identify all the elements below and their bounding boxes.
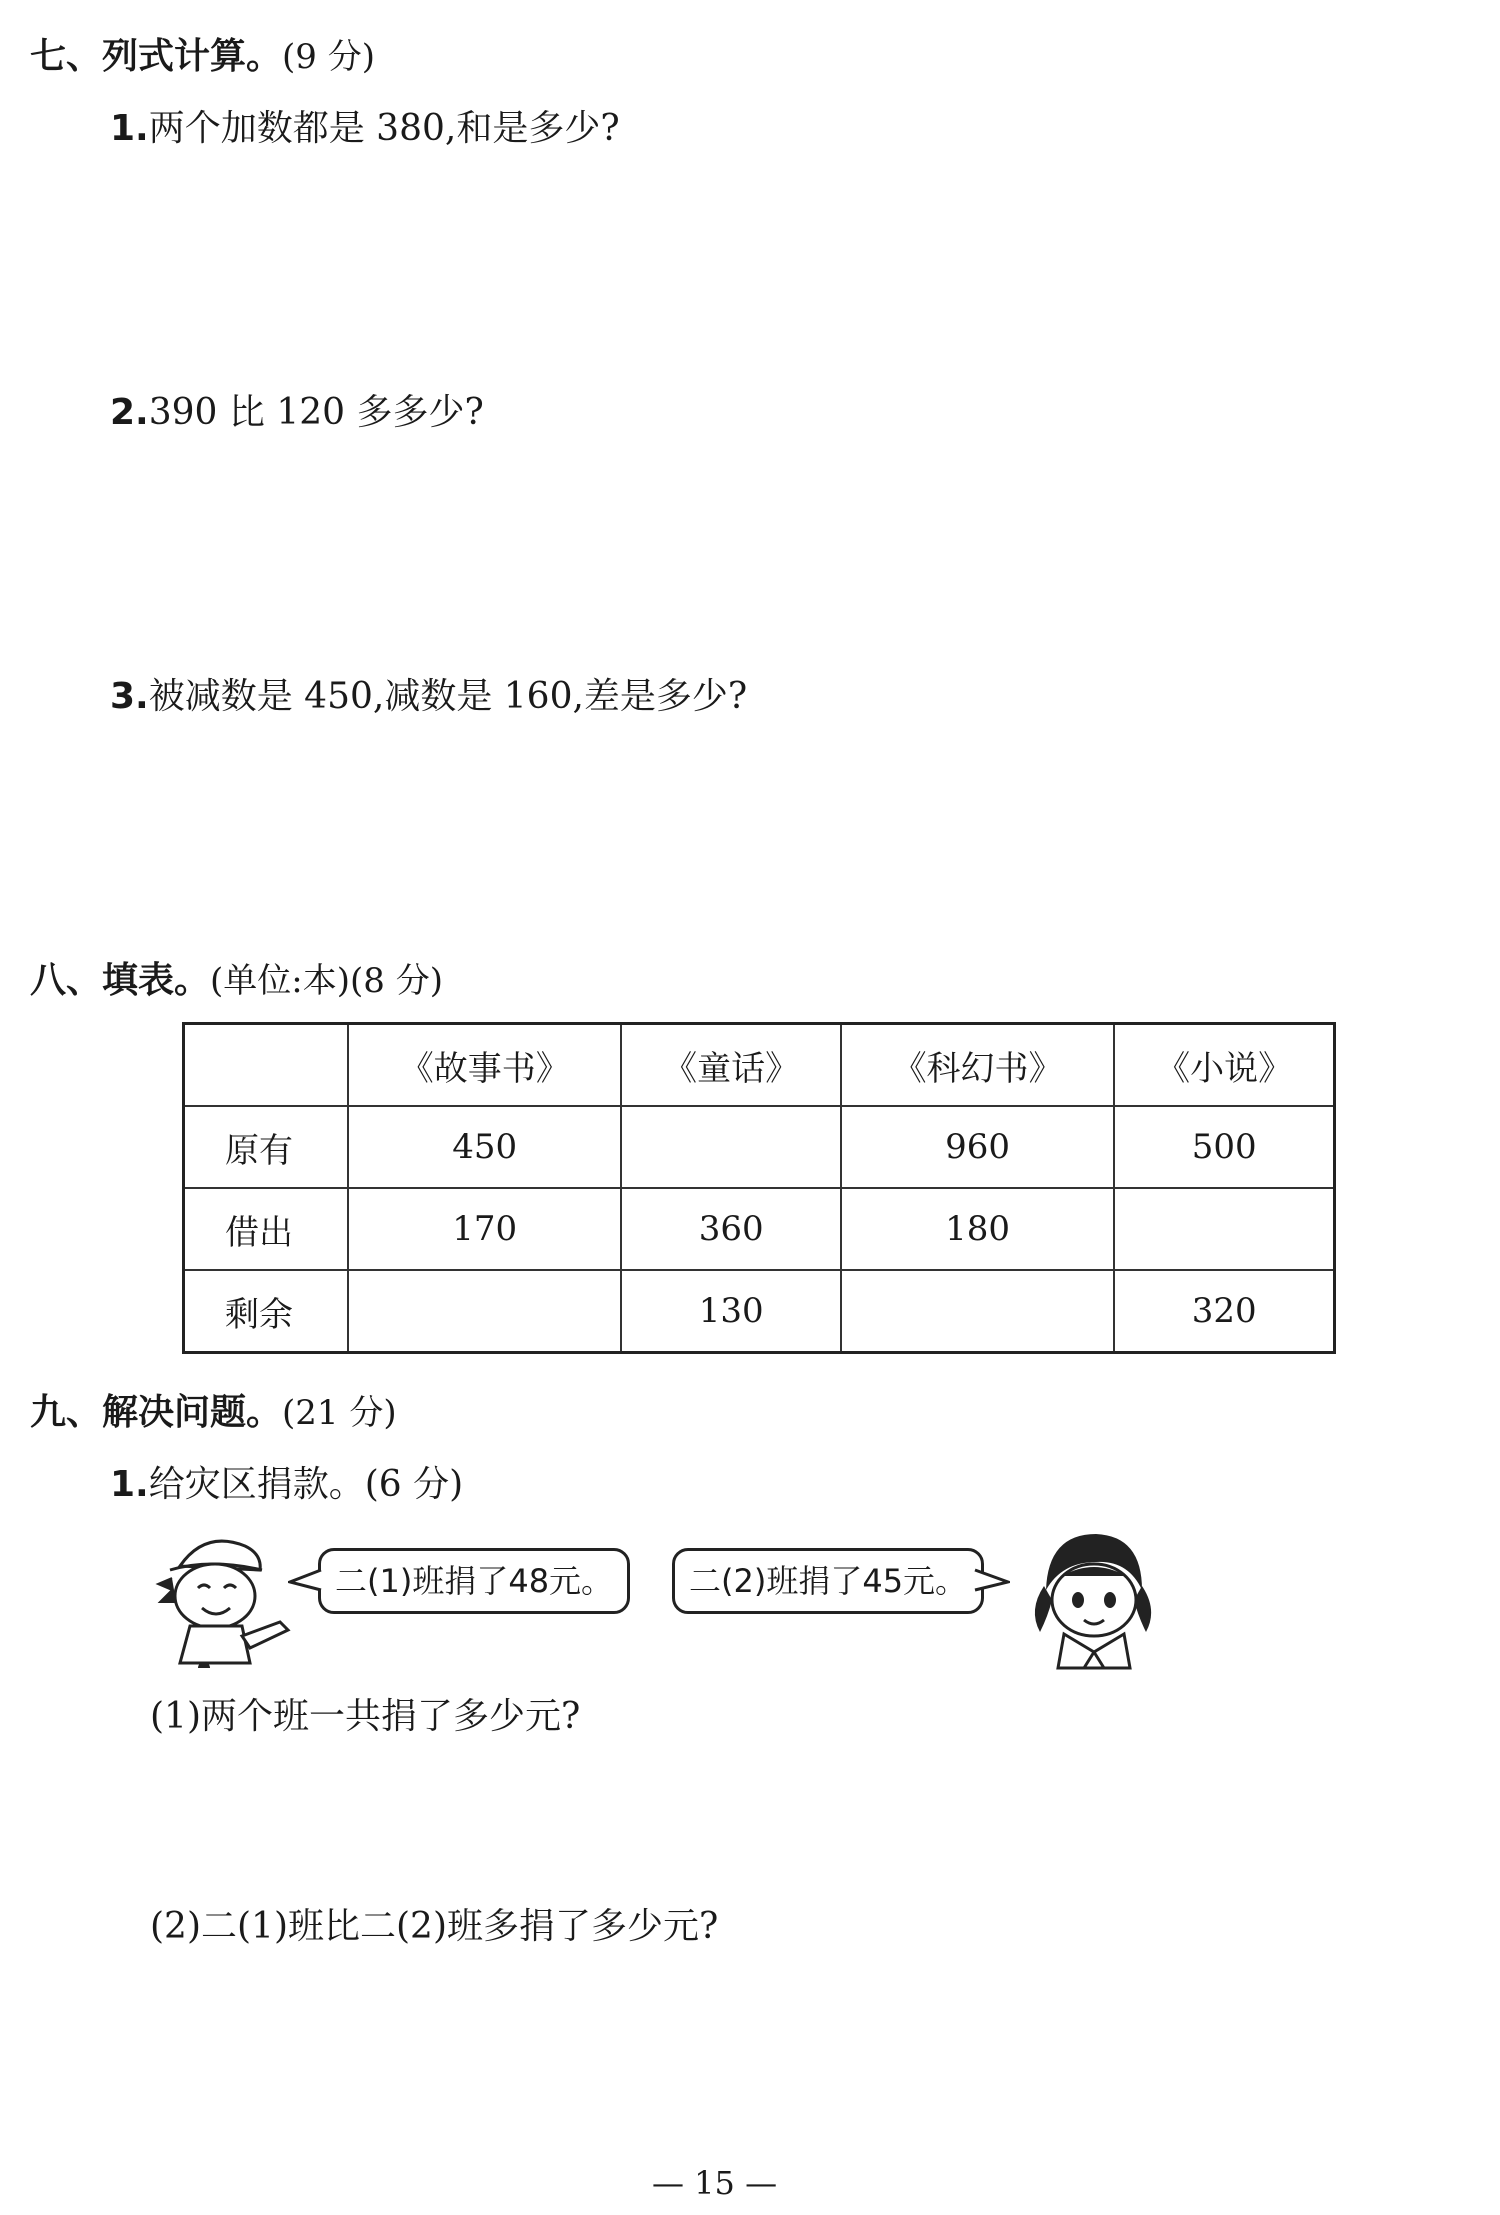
table-header-row [184, 1024, 1335, 1107]
sub-question-2: (2)二(1)班比二(2)班多捐了多少元? [150, 1906, 719, 1947]
row-label: 剩余 [184, 1270, 349, 1353]
section-8-title: 八、填表。 [30, 960, 211, 1001]
speech-bubble-girl: 二(2)班捐了45元。 [672, 1548, 984, 1614]
girl-illustration [1018, 1520, 1168, 1670]
table-cell: 450 [348, 1106, 621, 1188]
table-cell: 960 [841, 1106, 1114, 1188]
question-text: 被减数是 450,减数是 160,差是多少? [148, 676, 748, 717]
table-cell: 360 [621, 1188, 840, 1270]
row-label: 原有 [184, 1106, 349, 1188]
table-cell-blank[interactable] [1114, 1188, 1334, 1270]
speech-bubble-boy: 二(1)班捐了48元。 [318, 1548, 630, 1614]
section-9-title: 九、解决问题。 [30, 1392, 283, 1433]
table-header-cell: 《科幻书》 [841, 1024, 1114, 1107]
page-number: — 15 — [652, 2164, 778, 2202]
question-number: 1. [110, 108, 149, 149]
table-cell: 320 [1114, 1270, 1334, 1353]
question-7-3 [110, 668, 747, 719]
question-number: 2. [110, 392, 149, 433]
section-7-heading [30, 28, 375, 79]
table-header-cell: 《童话》 [621, 1024, 840, 1107]
table-row [184, 1106, 1335, 1188]
question-text: 给灾区捐款。(6 分) [148, 1464, 464, 1505]
row-label: 借出 [184, 1188, 349, 1270]
table-header-cell: 《小说》 [1114, 1024, 1334, 1107]
question-7-2 [110, 384, 484, 435]
bubble-tail-left [288, 1568, 322, 1592]
table-cell-blank[interactable] [621, 1106, 840, 1188]
section-9-score: (21 分) [282, 1393, 397, 1433]
bubble-tail-right [974, 1568, 1010, 1592]
question-text: 两个加数都是 380,和是多少? [148, 108, 620, 149]
table-cell: 500 [1114, 1106, 1334, 1188]
question-number: 1. [110, 1464, 149, 1505]
fill-in-table [182, 1022, 1336, 1354]
question-7-1 [110, 100, 620, 151]
section-9-heading [30, 1384, 397, 1435]
table-cell: 130 [621, 1270, 840, 1353]
table-header-cell [184, 1024, 349, 1107]
sub-question-1: (1)两个班一共捐了多少元? [150, 1696, 581, 1737]
question-number: 3. [110, 676, 149, 717]
boy-illustration [150, 1518, 300, 1668]
table-row [184, 1270, 1335, 1353]
table-row [184, 1188, 1335, 1270]
table-cell: 170 [348, 1188, 621, 1270]
table-cell-blank[interactable] [348, 1270, 621, 1353]
section-7-score: (9 分) [282, 37, 375, 77]
table-cell-blank[interactable] [841, 1270, 1114, 1353]
section-7-title: 七、列式计算。 [30, 36, 283, 77]
question-9-1 [110, 1456, 463, 1507]
section-8-heading [30, 952, 443, 1003]
question-text: 390 比 120 多多少? [148, 392, 484, 433]
section-8-score: (单位:本)(8 分) [210, 961, 443, 1001]
table-header-cell: 《故事书》 [348, 1024, 621, 1107]
table-cell: 180 [841, 1188, 1114, 1270]
